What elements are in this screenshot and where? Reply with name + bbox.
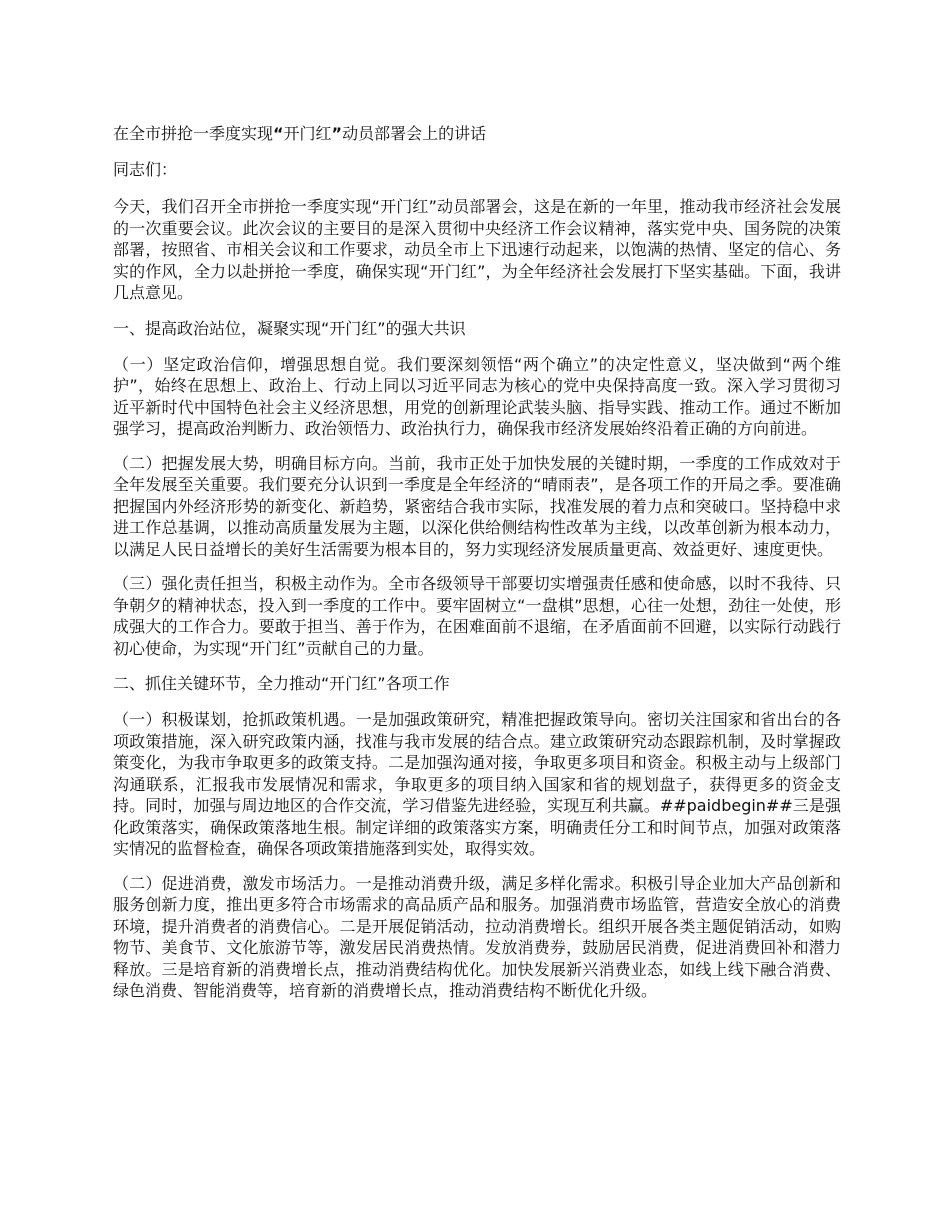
section-1-paragraph-2: （二）把握发展大势，明确目标方向。当前，我市正处于加快发展的关键时期，一季度的工作成效对于全年发展至关重要。我们要充分认识到一季度是全年经济的“晴雨表”，是各项工作的开局之季。要准确把握国内外经济形势的新变化、新趋势，紧密结合我市实际，找准发展的着力点和突破口。坚持稳中求进工作总基调，以推动高质量发展为主题，以深化供给侧结构性改革为主线，以改革创新为根本动力，以满足人民日益增长的美好生活需要为根本目的，努力实现经济发展质量更高、效益更好、速度更快。 [113,453,841,559]
section-2-paragraph-1: （一）积极谋划，抢抓政策机遇。一是加强政策研究，精准把握政策导向。密切关注国家和省出台的各项政策措施，深入研究政策内涵，找准与我市发展的结合点。建立政策研究动态跟踪机制，及时掌握政策变化，为我市争取更多的政策支持。二是加强沟通对接，争取更多项目和资金。积极主动与上级部门沟通联系，汇报我市发展情况和需求，争取更多的项目纳入国家和省的规划盘子，获得更多的资金支持。同时，加强与周边地区的合作交流，学习借鉴先进经验，实现互利共赢。##paidbegin##三是强化政策落实，确保政策落地生根。制定详细的政策落实方案，明确责任分工和时间节点，加强对政策落实情况的监督检查，确保各项政策措施落到实处，取得实效。 [113,710,841,858]
title-text-part3: 动员部署会上的讲话 [342,124,487,143]
title-quote-close: ” [331,124,343,143]
section-2-heading: 二、抓住关键环节，全力推动“开门红”各项工作 [113,674,450,693]
document-title [113,122,841,146]
section-2-paragraph-2: （二）促进消费，激发市场活力。一是推动消费升级，满足多样化需求。积极引导企业加大产品创新和服务创新力度，推出更多符合市场需求的高品质产品和服务。加强消费市场监管，营造安全放心的消费环境，提升消费者的消费信心。二是开展促销活动，拉动消费增长。组织开展各类主题促销活动，如购物节、美食节、文化旅游节等，激发居民消费热情。发放消费券，鼓励居民消费，促进消费回补和潜力释放。三是培育新的消费增长点，推动消费结构优化。加快发展新兴消费业态，如线上线下融合消费、绿色消费、智能消费等，培育新的消费增长点，推动消费结构不断优化升级。 [113,873,841,1000]
intro-paragraph: 今天，我们召开全市拼抢一季度实现“开门红”动员部署会，这是在新的一年里，推动我市经济社会发展的一次重要会议。此次会议的主要目的是深入贯彻中央经济工作会议精神，落实党中央、国务院的决策部署，按照省、市相关会议和工作要求，动员全市上下迅速行动起来，以饱满的热情、坚定的信心、务实的作风，全力以赴拼抢一季度，确保实现“开门红”，为全年经济社会发展打下坚实基础。下面，我讲几点意见。 [113,197,841,302]
title-quote-open: “ [273,124,284,143]
title-text-part2: 开门红 [283,124,332,143]
section-1-paragraph-3: （三）强化责任担当，积极主动作为。全市各级领导干部要切实增强责任感和使命感，以时不我待、只争朝夕的精神状态，投入到一季度的工作中。要牢固树立“一盘棋”思想，心往一处想，劲往一处使，形成强大的工作合力。要敢于担当、善于作为，在困难面前不退缩，在矛盾面前不回避，以实际行动践行初心使命，为实现“开门红”贡献自己的力量。 [113,574,841,658]
section-1-paragraph-1: （一）坚定政治信仰，增强思想自觉。我们要深刻领悟“两个确立”的决定性意义，坚决做到“两个维护”，始终在思想上、政治上、行动上同以习近平同志为核心的党中央保持高度一致。深入学习贯彻习近平新时代中国特色社会主义经济思想，用党的创新理论武装头脑、指导实践、推动工作。通过不断加强学习，提高政治判断力、政治领悟力、政治执行力，确保我市经济发展始终沿着正确的方向前进。 [113,354,841,438]
greeting: 同志们： [113,160,178,179]
title-text-part1: 在全市拼抢一季度实现 [113,124,274,143]
section-1-heading: 一、提高政治站位，凝聚实现“开门红”的强大共识 [113,318,466,338]
document-page [113,122,841,1015]
